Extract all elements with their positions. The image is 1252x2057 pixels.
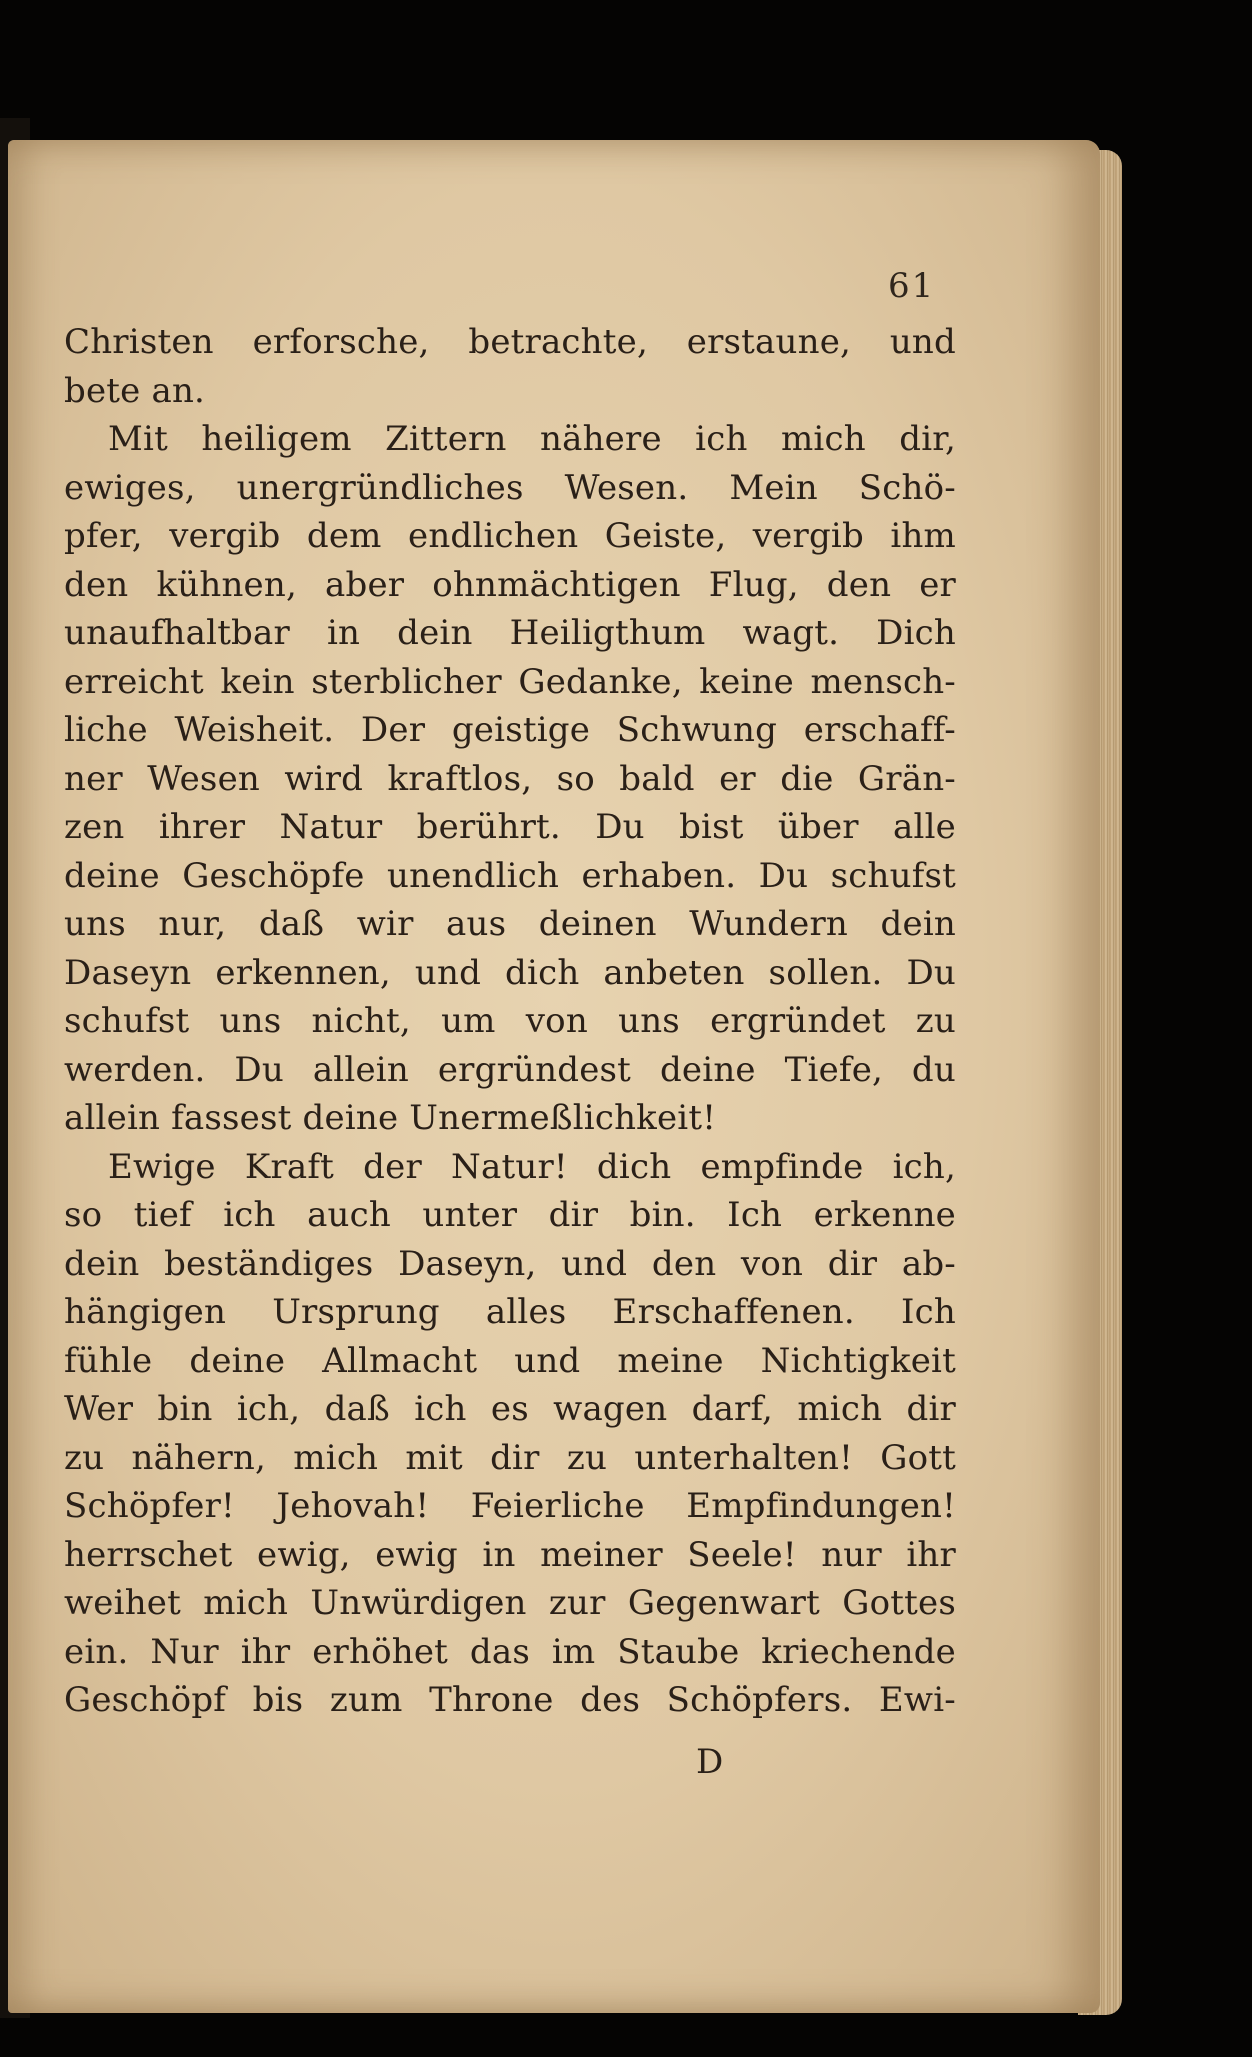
body-text (64, 318, 956, 1725)
text-line: unaufhaltbar in dein Heiligthum wagt. Dich (64, 613, 956, 653)
text-line: so tief ich auch unter dir bin. Ich erkenne (64, 1195, 956, 1235)
text-line: weihet mich Unwürdigen zur Gegenwart Gottes (64, 1583, 956, 1623)
text-line: uns nur, daß wir aus deinen Wundern dein (64, 904, 956, 944)
text-line: Wer bin ich, daß ich es wagen darf, mich dir (64, 1389, 956, 1429)
page-number: 61 (888, 266, 936, 306)
text-line: schufst uns nicht, um von uns ergründet zu (64, 1001, 956, 1041)
text-line: werden. Du allein ergründest deine Tiefe, du (64, 1049, 956, 1090)
text-line: zu nähern, mich mit dir zu unterhalten! Gott (64, 1437, 956, 1478)
text-line: dein beständiges Daseyn, und den von dir ab- (64, 1243, 956, 1284)
text-line: ein. Nur ihr erhöhet das im Staube kriechende (64, 1631, 956, 1672)
text-line: hängigen Ursprung alles Erschaffenen. Ich (64, 1292, 956, 1332)
text-line: Daseyn erkennen, und dich anbeten sollen. Du (64, 952, 956, 993)
text-line: deine Geschöpfe unendlich erhaben. Du schufst (64, 855, 956, 896)
text-line: Christen erforsche, betrachte, erstaune, und (64, 322, 956, 362)
catchword: D (696, 1742, 724, 1782)
text-line: Schöpfer! Jehovah! Feierliche Empfindungen! (64, 1486, 956, 1526)
text-line: Mit heiligem Zittern nähere ich mich dir, (108, 419, 956, 459)
text-line: Ewige Kraft der Natur! dich empfinde ich, (108, 1146, 956, 1187)
text-line: ewiges, unergründliches Wesen. Mein Schö- (64, 467, 956, 508)
text-line: herrschet ewig, ewig in meiner Seele! nur ihr (64, 1534, 956, 1575)
text-line: liche Weisheit. Der geistige Schwung erschaff- (64, 710, 956, 750)
text-line: ner Wesen wird kraftlos, so bald er die Grän- (64, 758, 956, 799)
text-line: zen ihrer Natur berührt. Du bist über alle (64, 807, 956, 847)
text-line: fühle deine Allmacht und meine Nichtigkeit (64, 1340, 956, 1381)
text-line: Geschöpf bis zum Throne des Schöpfers. Ewi- (64, 1680, 956, 1720)
text-line: bete an. (64, 370, 206, 411)
text-line: allein fassest deine Unermeßlichkeit! (64, 1098, 717, 1138)
text-line: erreicht kein sterblicher Gedanke, keine mensch- (64, 661, 956, 702)
text-line: pfer, vergib dem endlichen Geiste, vergib ihm (64, 516, 956, 556)
text-line: den kühnen, aber ohnmächtigen Flug, den er (64, 564, 956, 605)
